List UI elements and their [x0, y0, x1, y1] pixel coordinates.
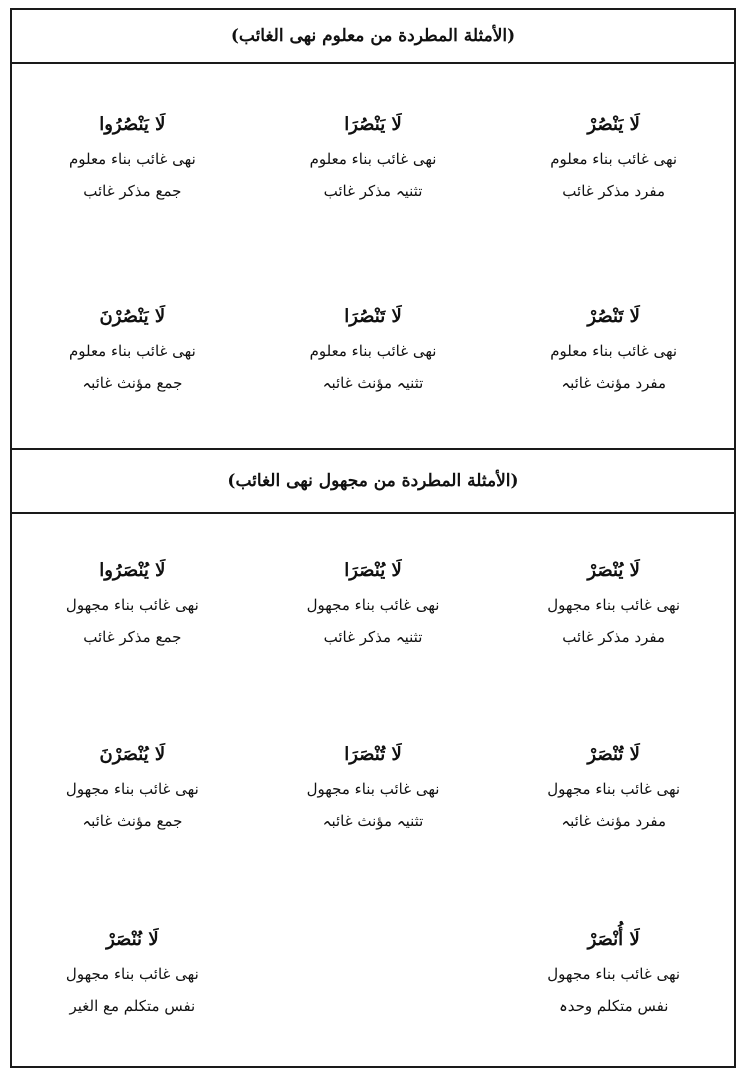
conjugation-cell: [493, 256, 734, 448]
verb-form: لَا تَنْصُرْ: [587, 305, 640, 327]
form-type: نهی غائب بناء معلوم: [68, 149, 196, 168]
form-type: نهی غائب بناء مجهول: [306, 780, 440, 799]
form-type: نهی غائب بناء مجهول: [547, 595, 681, 614]
verb-form: لَا يَنْصُرْنَ: [99, 305, 166, 327]
form-person: مفرد مؤنث غائبہ: [561, 812, 667, 831]
conjugation-cell: [253, 699, 494, 884]
verb-form: لَا يُنْصَرْ: [587, 559, 640, 581]
form-person: تثنیہ مؤنث غائبہ: [322, 373, 424, 392]
conjugation-cell: [12, 883, 253, 1068]
conjugation-cell: [493, 64, 734, 256]
verb-form: لَا تُنْصَرْ: [587, 744, 640, 766]
verb-form: لَا يَنْصُرْ: [587, 113, 640, 135]
form-person: مفرد مذکر غائب: [562, 181, 666, 200]
verb-form: لَا يَنْصُرَا: [344, 113, 402, 135]
conjugation-cell: [12, 514, 253, 699]
form-type: نهی غائب بناء معلوم: [68, 341, 196, 360]
conjugation-cell: [253, 64, 494, 256]
form-type: نهی غائب بناء مجهول: [547, 780, 681, 799]
form-type: نهی غائب بناء معلوم: [309, 341, 437, 360]
form-type: نهی غائب بناء مجهول: [65, 780, 199, 799]
conjugation-cell: [253, 256, 494, 448]
verb-form: لَا نُنْصَرْ: [106, 929, 159, 951]
form-person: نفس متکلم وحدہ: [558, 997, 669, 1016]
passive-forms-grid: [12, 514, 734, 1068]
section-title-active: (الأمثلة المطردة من معلوم نهی الغائب): [12, 10, 734, 64]
conjugation-cell: [12, 64, 253, 256]
form-person: مفرد مذکر غائب: [562, 627, 666, 646]
form-type: نهی غائب بناء معلوم: [550, 341, 678, 360]
form-type: نهی غائب بناء مجهول: [65, 965, 199, 984]
conjugation-cell: [493, 514, 734, 699]
form-person: تثنیہ مؤنث غائبہ: [322, 812, 424, 831]
verb-form: لَا يُنْصَرْنَ: [99, 744, 166, 766]
form-person: تثنیہ مذکر غائب: [323, 627, 423, 646]
conjugation-cell: [12, 256, 253, 448]
section-title-passive: (الأمثلة المطردة من مجهول نهی الغائب): [12, 448, 734, 514]
form-person: نفس متکلم مع الغیر: [69, 997, 196, 1016]
conjugation-table: [10, 8, 736, 1068]
conjugation-cell: [493, 883, 734, 1068]
verb-form: لَا يَنْصُرُوا: [99, 113, 166, 135]
verb-form: لَا يُنْصَرَا: [344, 559, 402, 581]
conjugation-cell: [12, 699, 253, 884]
active-forms-grid: [12, 64, 734, 448]
form-person: مفرد مؤنث غائبہ: [561, 373, 667, 392]
verb-form: لَا يُنْصَرُوا: [99, 559, 166, 581]
form-type: نهی غائب بناء معلوم: [550, 149, 678, 168]
verb-form: لَا تُنْصَرَا: [344, 744, 402, 766]
verb-form: لَا تَنْصُرَا: [344, 305, 402, 327]
verb-form: لَا أُنْصَرْ: [587, 929, 640, 951]
form-person: جمع مؤنث غائبہ: [82, 812, 183, 831]
form-person: جمع مؤنث غائبہ: [82, 373, 183, 392]
conjugation-cell: [253, 514, 494, 699]
form-type: نهی غائب بناء مجهول: [547, 965, 681, 984]
form-type: نهی غائب بناء مجهول: [65, 595, 199, 614]
form-person: جمع مذکر غائب: [83, 181, 182, 200]
form-type: نهی غائب بناء مجهول: [306, 595, 440, 614]
form-type: نهی غائب بناء معلوم: [309, 149, 437, 168]
form-person: جمع مذکر غائب: [83, 627, 182, 646]
conjugation-cell: [493, 699, 734, 884]
form-person: تثنیہ مذکر غائب: [323, 181, 423, 200]
